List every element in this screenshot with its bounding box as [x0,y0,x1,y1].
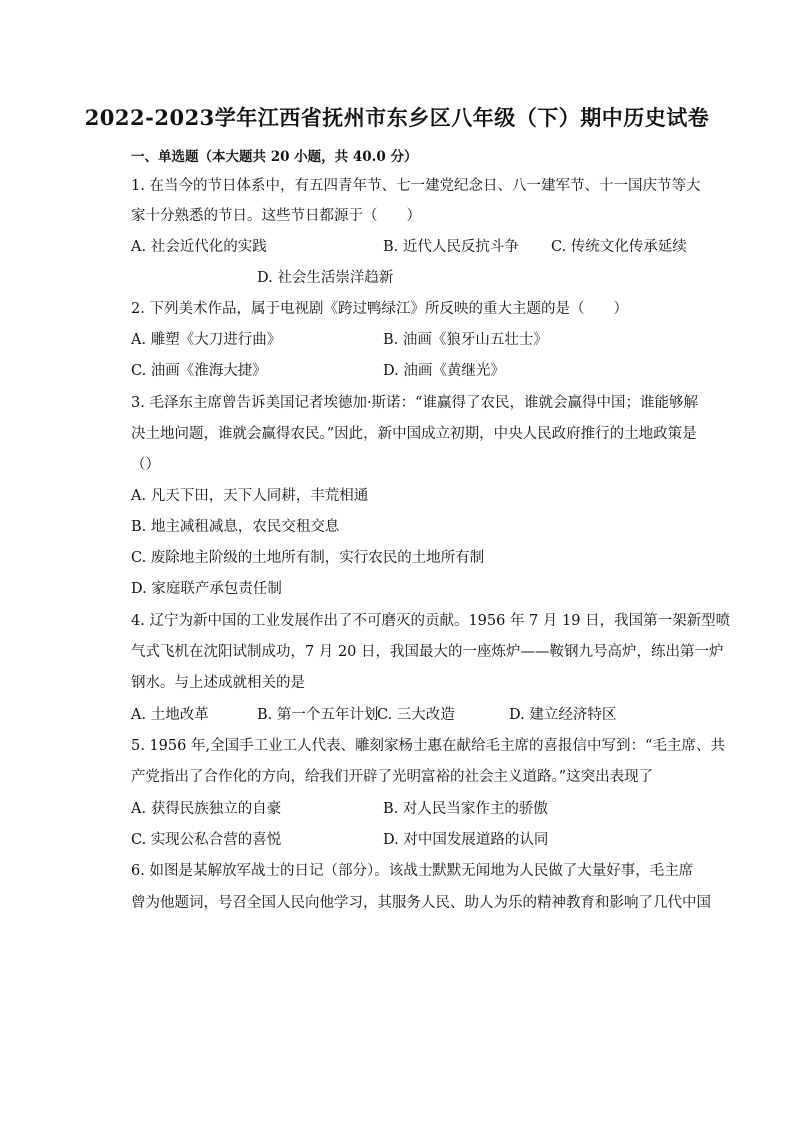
question-4-line-3: 钢水。与上述成就相关的是 [131,675,305,691]
question-2-option-b: B. 油画《狼牙山五壮士》 [383,332,548,348]
question-2-line-1: 2. 下列美术作品，属于电视剧《跨过鸭绿江》所反映的重大主题的是（ ） [131,301,628,317]
question-3-line-1: 3. 毛泽东主席曾告诉美国记者埃德加·斯诺：“谁赢得了农民，谁就会赢得中国；谁能够解 [131,395,698,411]
question-2-option-d: D. 油画《黄继光》 [383,363,505,379]
question-4-option-a: A. 土地改革 [131,707,209,723]
question-3-line-3: （） [131,457,160,473]
section-heading: 一、单选题（本大题共 20 小题，共 40.0 分） [131,149,418,165]
question-3-option-c: C. 废除地主阶级的土地所有制，实行农民的土地所有制 [131,550,485,566]
question-4-line-1: 4. 辽宁为新中国的工业发展作出了不可磨灭的贡献。1956 年 7 月 19 日，我国第一架新型喷 [131,613,731,629]
question-5-line-2: 产党指出了合作化的方向，给我们开辟了光明富裕的社会主义道路。”这突出表现了 [131,769,654,785]
question-1-option-b: B. 近代人民反抗斗争 [383,239,519,255]
question-4-option-c: C. 三大改造 [377,707,455,723]
question-2-option-c: C. 油画《淮海大捷》 [131,363,267,379]
question-1-option-c: C. 传统文化传承延续 [551,239,687,255]
question-1-option-d: D. 社会生活崇洋趋新 [257,270,394,286]
question-4-option-d: D. 建立经济特区 [509,707,617,723]
question-3-option-b: B. 地主减租减息，农民交租交息 [131,519,340,535]
question-1-line-1: 1. 在当今的节日体系中，有五四青年节、七一建党纪念日、八一建军节、十一国庆节等大 [131,178,701,194]
question-5-option-d: D. 对中国发展道路的认同 [383,832,549,848]
question-2-option-a: A. 雕塑《大刀进行曲》 [131,332,282,348]
page-title: 2022-2023学年江西省抚州市东乡区八年级（下）期中历史试卷 [84,105,710,130]
question-1-option-a: A. 社会近代化的实践 [131,239,267,255]
question-4-option-b: B. 第一个五年计划 [257,707,379,723]
question-3-option-a: A. 凡天下田，天下人同耕，丰荒相通 [131,488,369,504]
question-4-line-2: 气式飞机在沈阳试制成功，7 月 20 日，我国最大的一座炼炉——鞍钢九号高炉，练出第一炉 [131,644,724,660]
question-6-line-1: 6. 如图是某解放军战士的日记（部分）。该战士默默无闻地为人民做了大量好事，毛主席 [131,863,694,879]
question-6-line-2: 曾为他题词，号召全国人民向他学习，其服务人民、助人为乐的精神教育和影响了几代中国 [131,895,711,911]
question-3-line-2: 决土地问题，谁就会赢得农民。”因此，新中国成立初期，中央人民政府推行的土地政策是 [131,426,697,442]
question-3-option-d: D. 家庭联产承包责任制 [131,581,282,597]
question-1-line-2: 家十分熟悉的节日。这些节日都源于（ ） [131,208,421,224]
question-5-option-b: B. 对人民当家作主的骄傲 [383,801,548,817]
question-5-option-a: A. 获得民族独立的自豪 [131,801,282,817]
question-5-option-c: C. 实现公私合营的喜悦 [131,832,282,848]
question-5-line-1: 5. 1956 年,全国手工业工人代表、雕刻家杨士惠在献给毛主席的喜报信中写到：“毛主席、共 [131,738,725,754]
